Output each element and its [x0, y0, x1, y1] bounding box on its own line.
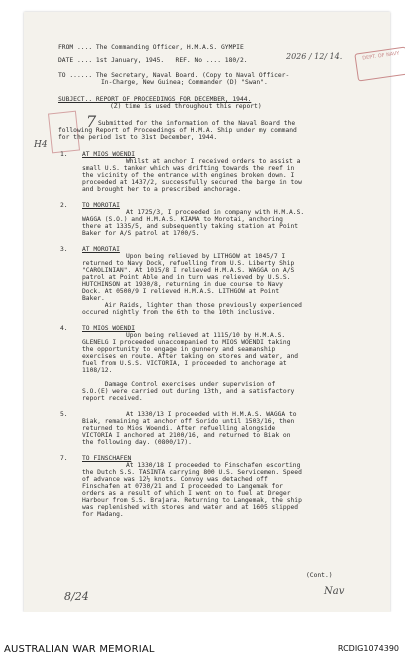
paragraph-line: HUTCHINSON at 1930/8, returning in due course to Navy: [82, 281, 283, 288]
document-page: [24, 12, 400, 612]
paragraph-line: orders as a result of which I went on to fuel at Dreger: [82, 490, 291, 497]
paragraph-line: was replenished with stores and water and at 1605 slipped: [82, 504, 299, 511]
paragraph-line: Upon being relieved at 1115/10 by H.M.A.S.: [126, 332, 286, 339]
subject-note: (Z) time is used throughout this report): [110, 103, 262, 110]
paragraph-heading: TO FINSCHAFEN: [82, 455, 132, 462]
paragraph-line: Upon being relieved by LITHGOW at 1045/7 I: [126, 253, 286, 260]
paragraph-line: exercises en route. After taking on stores and water, and: [82, 353, 299, 360]
date-line: DATE .... 1st January, 1945. REF. No .... 180/2.: [58, 57, 248, 64]
paragraph-line: returned to Navy Dock, refuelling from U.S. Liberty Ship: [82, 260, 295, 267]
handwritten-footnote: 8/24: [64, 590, 89, 603]
paragraph-line: Whilst at anchor I received orders to assist a: [126, 158, 301, 165]
paragraph-line: Harbour from S.S. Brajara. Returning to Langemak, the ship: [82, 497, 302, 504]
paragraph-line: "CAROLINIAN". At 1015/8 I relieved H.M.A.S. WAGGA on A/S: [82, 267, 295, 274]
paragraph-line: Baker for A/S patrol at 1700/5.: [82, 230, 200, 237]
paragraph-heading: TO MOROTAI: [82, 202, 120, 209]
paragraph-heading: TO MIOS WOENDI: [82, 325, 136, 332]
paragraph-line: returned to Mios Woendi. After refuelling alongside: [82, 425, 276, 432]
paragraph-line: GLENELG I proceeded unaccompanied to MIOS WOENDI taking: [82, 339, 291, 346]
subject-line: SUBJECT.. REPORT OF PROCEEDINGS FOR DECEMBER, 1944.: [58, 96, 252, 103]
paragraph-line: Baker.: [82, 295, 105, 302]
paragraph-line: At 1725/3, I proceeded in company with H.M.A.S.: [126, 209, 305, 216]
paragraph-line: 1108/12.: [82, 367, 113, 374]
intro-line: following Report of Proceedings of H.M.A. Ship under my command: [58, 127, 297, 134]
paragraph-line: At 1330/13 I proceeded with H.M.A.S. WAGGA to: [126, 411, 297, 418]
intro-line: for the period 1st to 31st December, 1944.: [58, 134, 218, 141]
to-line-2: In-Charge, New Guinea; Commander (D) "Swan".: [101, 79, 268, 86]
handwritten-initials: Nav: [324, 586, 345, 597]
paragraph-line: the vicinity of the entrance with engines broken down. I: [82, 172, 295, 179]
paragraph-line: the Dutch S.S. TASINTA carrying 800 U.S. Servicemen. Speed: [82, 469, 302, 476]
paragraph-line: the following day. (0800/17).: [82, 439, 192, 446]
paragraph-line: patrol at Point Able and in turn was relieved by U.S.S.: [82, 274, 291, 281]
handwritten-mark: 7: [86, 112, 97, 131]
paragraph-line: Air Raids, lighter than those previously experienced: [82, 302, 302, 309]
intro-line: Submitted for the information of the Naval Board the: [98, 120, 296, 127]
margin-note: H4: [34, 140, 48, 150]
paragraph-line: and brought her to a prescribed anchorage.: [82, 186, 242, 193]
paragraph-line: At 1330/18 I proceeded to Finschafen escorting: [126, 462, 301, 469]
paragraph-line: S.O.(E) were carried out during 13th, and a satisfactory: [82, 388, 295, 395]
to-line-1: TO ...... The Secretary, Naval Board. (Copy to Naval Officer-: [58, 72, 290, 79]
paragraph-heading: AT MIOS WOENDI: [82, 151, 136, 158]
paragraph-line: there at 1335/5, and subsequently taking station at Point: [82, 223, 299, 230]
paragraph-line: VICTORIA I anchored at 2100/16, and returned to Biak on: [82, 432, 291, 439]
paragraph-line: Biak, remaining at anchor off Sorido until 1503/16, then: [82, 418, 295, 425]
paragraph-number: 1.: [60, 151, 68, 158]
paragraph-number: 7.: [60, 455, 68, 462]
from-line: FROM .... The Commanding Officer, H.M.A.S. GYMPIE: [58, 44, 244, 51]
paragraph-line: of advance was 12½ knots. Convoy was detached off: [82, 476, 268, 483]
paragraph-number: 4.: [60, 325, 68, 332]
paragraph-line: report received.: [82, 395, 143, 402]
paragraph-line: Damage Control exercises under supervision of: [82, 381, 276, 388]
paragraph-number: 5.: [60, 411, 68, 418]
received-stamp: DEPT. OF NAVY: [354, 47, 405, 82]
paragraph-line: fuel from U.S.S. VICTORIA, I proceeded to anchorage at: [82, 360, 287, 367]
archive-footer: [0, 612, 405, 666]
continued-marker: (Cont.): [306, 572, 333, 579]
paragraph-number: 3.: [60, 246, 68, 253]
paragraph-line: small U.S. tanker which was drifting towards the reef in: [82, 165, 295, 172]
institution-name: AUSTRALIAN WAR MEMORIAL: [4, 644, 155, 655]
paragraph-line: proceeded at 1437/2, successfully secured the barge in tow: [82, 179, 302, 186]
paragraph-heading: AT MOROTAI: [82, 246, 120, 253]
paragraph-line: WAGGA (S.O.) and H.M.A.S. KIAMA to Morotai, anchoring: [82, 216, 283, 223]
handwritten-reference: 2026 / 12/ 14.: [286, 52, 343, 61]
paragraph-line: Dock. At 0500/9 I relieved H.M.A.S. LITHGOW at Point: [82, 288, 280, 295]
record-id: RCDIG1074390: [337, 644, 399, 653]
paragraph-line: the opportunity to engage in gunnery and seamanship: [82, 346, 276, 353]
paragraph-line: occured nightly from the 6th to the 10th inclusive.: [82, 309, 276, 316]
paragraph-line: for Madang.: [82, 511, 124, 518]
paragraph-number: 2.: [60, 202, 68, 209]
paragraph-line: Finschafen at 0730/21 and I proceeded to Langemak for: [82, 483, 283, 490]
